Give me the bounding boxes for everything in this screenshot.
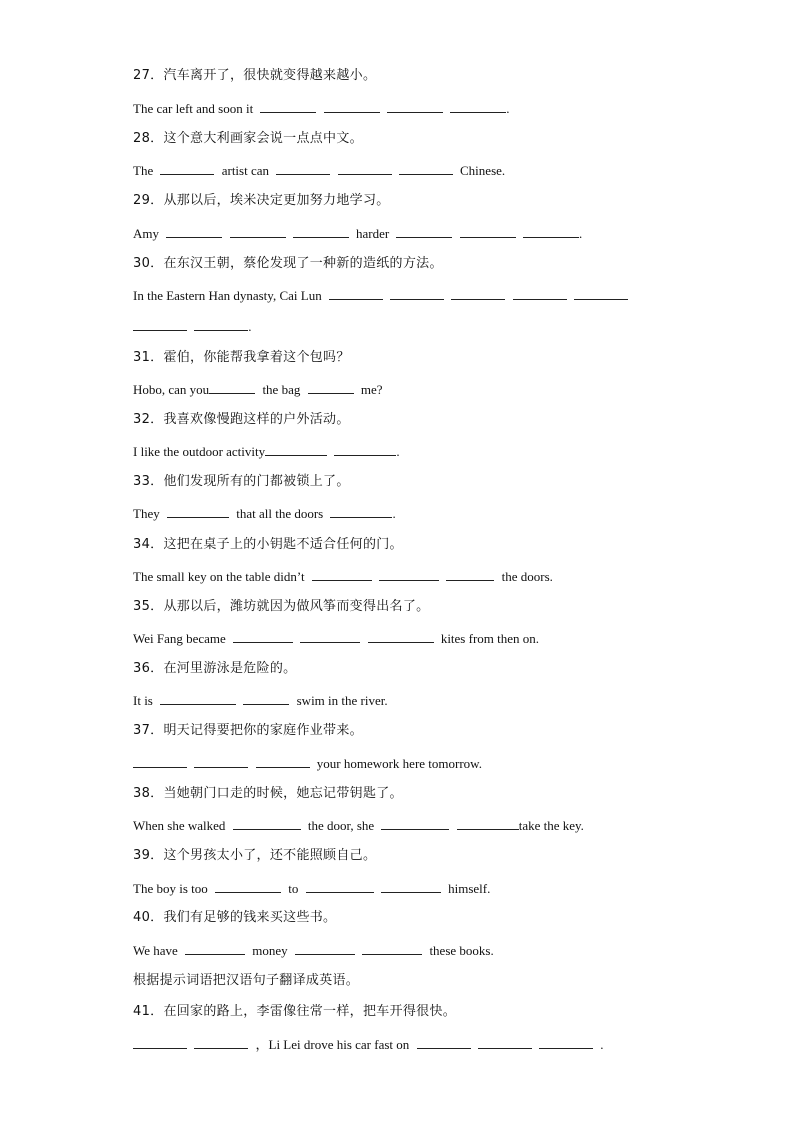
question-34-answer-line [133,568,553,585]
question-35-text: Wei Fang became [133,631,226,646]
question-30-end: . [248,319,252,334]
question-34-prompt: 34．这把在桌子上的小钥匙不适合任何的门。 [133,537,403,552]
answer-blank[interactable] [457,817,519,830]
question-29-end: . [578,226,583,241]
answer-blank[interactable] [329,287,383,300]
answer-blank[interactable] [334,443,396,456]
question-27-prompt: 27．汽车离开了，很快就变得越来越小。 [133,68,377,83]
question-31-prompt: 31．霍伯，你能帮我拿着这个包吗？ [133,350,350,365]
question-29-text-b: harder [356,226,390,241]
question-35-end: kites from then on. [440,631,540,646]
answer-blank[interactable] [387,100,443,113]
answer-blank[interactable] [324,100,380,113]
answer-blank[interactable] [265,443,327,456]
question-31-text: Hobo, can you [133,382,210,397]
question-39-end: himself. [448,881,491,896]
question-40-prompt: 40．我们有足够的钱来买这些书。 [133,910,337,925]
answer-blank[interactable] [574,287,628,300]
question-28-prompt: 28．这个意大利画家会说一点点中文。 [133,131,363,146]
question-38-text-b: the door, she [307,818,375,833]
question-36-end: swim in the river. [296,693,388,708]
question-33-text: They [133,506,160,521]
answer-blank[interactable] [243,692,289,705]
answer-blank[interactable] [306,880,374,893]
question-29-prompt: 29．从那以后，埃米决定更加努力地学习。 [133,193,390,208]
answer-blank[interactable] [194,755,248,768]
question-34-text: The small key on the table didn’t [133,569,305,584]
section-instruction: 根据提示词语把汉语句子翻译成英语。 [133,973,360,988]
answer-blank[interactable] [362,942,422,955]
question-33-end: . [392,506,396,521]
answer-blank[interactable] [399,162,453,175]
answer-blank[interactable] [446,568,494,581]
question-38-prompt: 38．当她朝门口走的时候，她忘记带钥匙了。 [133,786,403,801]
answer-blank[interactable] [194,1036,248,1049]
answer-blank[interactable] [133,755,187,768]
question-37-answer-line [133,755,482,772]
question-32-answer-line [133,443,400,460]
question-40-text: We have [133,943,178,958]
question-27-end: . [506,101,510,116]
answer-blank[interactable] [133,1036,187,1049]
question-28-answer-line [133,162,505,179]
answer-blank[interactable] [338,162,392,175]
question-30-answer-line-2 [133,318,252,335]
answer-blank[interactable] [381,880,441,893]
question-39-text: The boy is too [133,881,208,896]
answer-blank[interactable] [194,318,248,331]
question-41-end: . [600,1037,604,1052]
answer-blank[interactable] [293,225,349,238]
question-41-prompt: 41．在回家的路上，李雷像往常一样，把车开得很快。 [133,1004,457,1019]
question-32-text: I like the outdoor activity [133,444,266,459]
question-32-end: . [396,444,400,459]
question-39-prompt: 39．这个男孩太小了，还不能照顾自己。 [133,848,377,863]
answer-blank[interactable] [133,318,187,331]
question-35-prompt: 35．从那以后，潍坊就因为做风筝而变得出名了。 [133,599,430,614]
question-33-text-b: that all the doors [236,506,324,521]
answer-blank[interactable] [215,880,281,893]
answer-blank[interactable] [230,225,286,238]
answer-blank[interactable] [276,162,330,175]
answer-blank[interactable] [523,225,579,238]
answer-blank[interactable] [160,162,214,175]
answer-blank[interactable] [233,817,301,830]
question-39-answer-line [133,880,490,897]
question-38-text: When she walked [133,818,226,833]
answer-blank[interactable] [209,381,255,394]
question-28-end: Chinese. [460,163,506,178]
answer-blank[interactable] [539,1036,593,1049]
question-31-answer-line [133,381,383,398]
answer-blank[interactable] [478,1036,532,1049]
answer-blank[interactable] [167,505,229,518]
question-31-end: me? [360,382,383,397]
question-28-text-b: artist can [221,163,270,178]
answer-blank[interactable] [166,225,222,238]
answer-blank[interactable] [450,100,506,113]
answer-blank[interactable] [312,568,372,581]
question-41-answer-line [133,1036,604,1053]
answer-blank[interactable] [379,568,439,581]
answer-blank[interactable] [300,630,360,643]
answer-blank[interactable] [260,100,316,113]
answer-blank[interactable] [390,287,444,300]
answer-blank[interactable] [368,630,434,643]
question-29-text: Amy [133,226,159,241]
question-31-text-b: the bag [262,382,301,397]
answer-blank[interactable] [460,225,516,238]
answer-blank[interactable] [295,942,355,955]
question-36-answer-line [133,692,388,709]
question-30-answer-line [133,287,628,304]
answer-blank[interactable] [417,1036,471,1049]
question-37-prompt: 37．明天记得要把你的家庭作业带来。 [133,723,363,738]
question-33-answer-line [133,505,396,522]
question-27-answer-line [133,100,509,117]
answer-blank[interactable] [330,505,392,518]
question-38-end: take the key. [518,818,584,833]
question-32-prompt: 32．我喜欢像慢跑这样的户外活动。 [133,412,350,427]
answer-blank[interactable] [185,942,245,955]
question-33-prompt: 33．他们发现所有的门都被锁上了。 [133,474,350,489]
question-40-text-b: money [252,943,288,958]
question-27-text: The car left and soon it [133,101,254,116]
answer-blank[interactable] [451,287,505,300]
question-30-text: In the Eastern Han dynasty, Cai Lun [133,288,322,303]
answer-blank[interactable] [396,225,452,238]
question-40-end: these books. [429,943,494,958]
answer-blank[interactable] [256,755,310,768]
answer-blank[interactable] [233,630,293,643]
question-40-answer-line [133,942,494,959]
question-36-text: It is [133,693,153,708]
answer-blank[interactable] [513,287,567,300]
question-29-answer-line [133,225,582,242]
answer-blank[interactable] [381,817,449,830]
answer-blank[interactable] [160,692,236,705]
question-28-text: The [133,163,154,178]
question-38-answer-line [133,817,584,834]
question-30-prompt: 30．在东汉王朝，蔡伦发现了一种新的造纸的方法。 [133,256,443,271]
question-37-end: your homework here tomorrow. [316,756,482,771]
question-35-answer-line [133,630,539,647]
question-41-text: ，Li Lei drove his car fast on [255,1037,410,1052]
question-39-text-b: to [288,881,299,896]
answer-blank[interactable] [308,381,354,394]
question-36-prompt: 36．在河里游泳是危险的。 [133,661,297,676]
question-34-end: the doors. [501,569,553,584]
